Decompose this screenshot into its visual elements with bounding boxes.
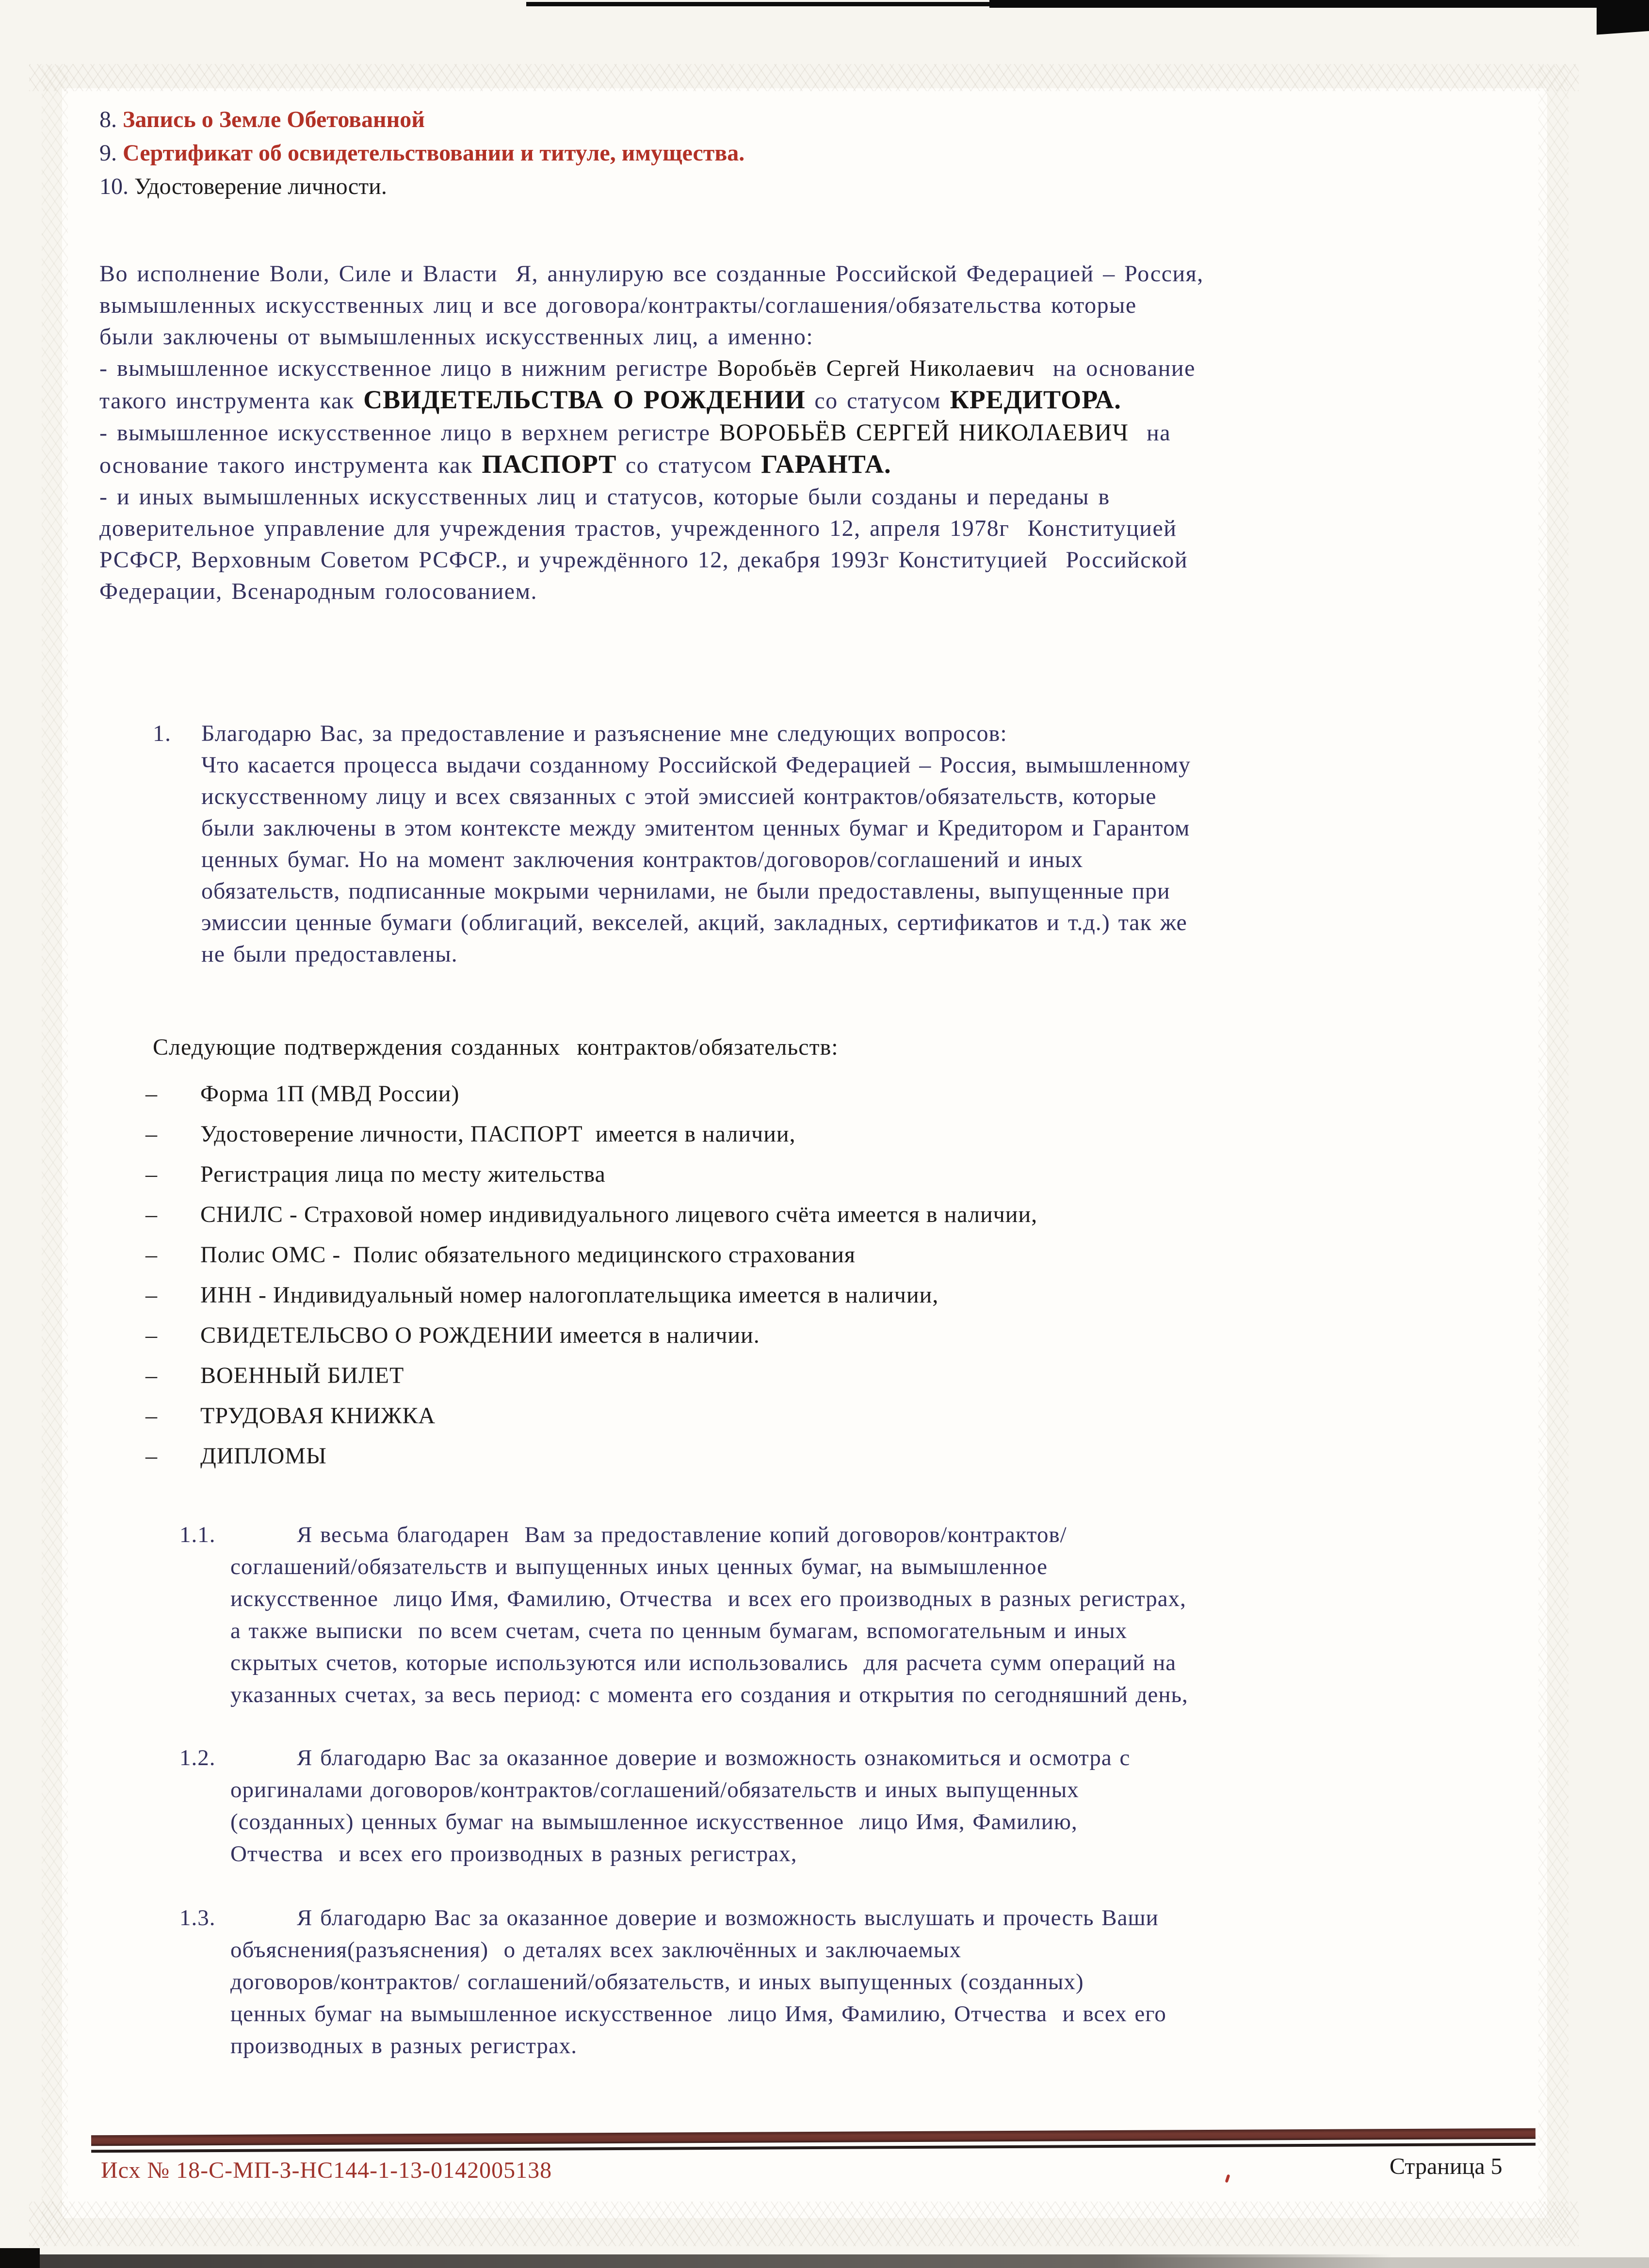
- text-segment: на: [1129, 420, 1171, 446]
- heading-item-10-text: Удостоверение личности.: [134, 174, 387, 199]
- text-line: ценных бумаг. Но на момент заключения контрактов/договоров/соглашений и иных: [201, 847, 1083, 872]
- heading-item-9-text: Сертификат об освидетельствовании и титуле, имущества.: [123, 140, 745, 166]
- text-line: искусственному лицу и всех связанных с этой эмиссией контрактов/обязательств, которые: [201, 784, 1157, 809]
- person-name: Воробьёв Сергей Николаевич: [717, 355, 1035, 381]
- text-line: Что касается процесса выдачи созданному Российской Федерацией – Россия, вымышленному: [201, 752, 1191, 778]
- list-item-text: СНИЛС - Страховой номер индивидуального лицевого счёта имеется в наличии,: [200, 1202, 1038, 1227]
- dash-bullet: –: [146, 1242, 158, 1268]
- list-item: [146, 1355, 1037, 1396]
- list-item-text: ТРУДОВАЯ КНИЖКА: [200, 1403, 436, 1429]
- list-item-text: Удостоверение личности, ПАСПОРТ имеется в наличии,: [200, 1121, 796, 1147]
- text-line: вымышленных искусственных лиц и все договора/контракты/соглашения/обязательства которые: [99, 292, 1137, 318]
- scanner-artifact-bottom-dark: [0, 2254, 1392, 2268]
- sub-item-1-2: [179, 1742, 1586, 1870]
- list-item-text: ДИПЛОМЫ: [200, 1443, 327, 1469]
- text-line: не были предоставлены.: [201, 941, 458, 967]
- text-line: обязательств, подписанные мокрыми чернилами, не были предоставлены, выпущенные при: [201, 878, 1170, 904]
- paragraph-lines: [99, 481, 1554, 607]
- numbered-item-1: [153, 718, 1559, 970]
- text-line: - и иных вымышленных искусственных лиц и статусов, которые были созданы и переданы в: [99, 484, 1110, 510]
- item-number: 1.2.: [179, 1745, 216, 1770]
- paragraph-line-mixed: [99, 449, 1554, 481]
- text-segment: - вымышленное искусственное лицо в верхнем регистре: [99, 420, 720, 446]
- dash-bullet: –: [146, 1081, 158, 1107]
- text-line: производных в разных регистрах.: [230, 2033, 578, 2059]
- scan-texture-left: [42, 65, 68, 2238]
- sub-item-1-1-lines: [230, 1519, 1586, 1711]
- paragraph-line-mixed: [99, 384, 1554, 417]
- list-item: [146, 1235, 1037, 1275]
- annulment-paragraph: [99, 258, 1554, 607]
- text-line: ценных бумаг на вымышленное искусственное лицо Имя, Фамилию, Отчества и всех его: [230, 2001, 1166, 2027]
- item-number: 10.: [99, 174, 129, 199]
- heading-item-10: [99, 170, 744, 203]
- dash-bullet: –: [146, 1322, 158, 1348]
- text-segment: - вымышленное искусственное лицо в нижним регистре: [99, 355, 717, 381]
- text-line: оригиналами договоров/контрактов/соглашений/обязательств и иных выпущенных: [230, 1777, 1079, 1802]
- scanner-artifact-top-right-corner: [1597, 0, 1649, 35]
- list-item: [146, 1154, 1037, 1194]
- list-item-text: Регистрация лица по месту жительства: [200, 1161, 606, 1187]
- heading-item-9: [99, 136, 744, 170]
- text-segment: со статусом: [616, 452, 761, 478]
- dash-bullet: –: [146, 1363, 158, 1388]
- paragraph-lines: [99, 258, 1554, 353]
- list-item-text: ВОЕННЫЙ БИЛЕТ: [200, 1363, 404, 1388]
- text-segment: со статусом: [805, 388, 950, 414]
- list-item: [146, 1114, 1037, 1154]
- page-number: Страница 5: [1390, 2154, 1503, 2179]
- list-item: [146, 1074, 1037, 1114]
- list-item-text: ИНН - Индивидуальный номер налогоплательщика имеется в наличии,: [200, 1282, 939, 1308]
- heading-item-8-text: Запись о Земле Обетованной: [123, 107, 425, 132]
- dash-bullet: –: [146, 1202, 158, 1227]
- paragraph-line-mixed: [99, 353, 1554, 384]
- scanner-artifact-bottom-left-corner: [0, 2248, 40, 2268]
- document-name-caps: ПАСПОРТ: [482, 450, 617, 479]
- text-line: а также выписки по всем счетам, счета по ценным бумагам, вспомогательным и иных: [230, 1618, 1128, 1643]
- list-item: [146, 1275, 1037, 1315]
- item-number: 1.: [153, 721, 171, 746]
- item-number: 1.3.: [179, 1905, 216, 1930]
- text-line: объяснения(разъяснения) о деталях всех заключённых и заключаемых: [230, 1937, 961, 1962]
- item-number: 1.1.: [179, 1522, 216, 1547]
- text-segment: основание такого инструмента как: [99, 452, 482, 478]
- list-item: [146, 1315, 1037, 1355]
- sub-item-1-3-lines: [230, 1902, 1586, 2062]
- text-line: были заключены в этом контексте между эмитентом ценных бумаг и Кредитором и Гарантом: [201, 815, 1190, 841]
- text-line: Отчества и всех его производных в разных регистрах,: [230, 1841, 797, 1866]
- text-line: Я благодарю Вас за оказанное доверие и возможность выслушать и прочесть Ваши: [297, 1905, 1159, 1930]
- list-item: [146, 1396, 1037, 1436]
- text-line: Благодарю Вас, за предоставление и разъяснение мне следующих вопросов:: [201, 721, 1007, 746]
- dash-bullet: –: [146, 1161, 158, 1187]
- dash-bullet: –: [146, 1403, 158, 1429]
- text-line: соглашений/обязательств и выпущенных иных ценных бумаг, на вымышленное: [230, 1554, 1048, 1579]
- text-line: были заключены от вымышленных искусственных лиц, а именно:: [99, 324, 814, 350]
- text-line: Я благодарю Вас за оказанное доверие и возможность ознакомиться и осмотра с: [297, 1745, 1131, 1770]
- scan-texture-top: [29, 64, 1579, 91]
- scanner-artifact-top-bar-thick: [989, 0, 1649, 8]
- text-line: доверительное управление для учреждения трастов, учрежденного 12, апреля 1978г Конституцией: [99, 515, 1177, 541]
- heading-item-8: [99, 103, 744, 136]
- text-line: скрытых счетов, которые используются или использовались для расчета сумм операций на: [230, 1650, 1177, 1675]
- item-number: 8.: [99, 107, 117, 132]
- list-item: [146, 1436, 1037, 1476]
- text-line: Федерации, Всенародным голосованием.: [99, 579, 537, 604]
- text-line: указанных счетах, за весь период: с момента его создания и открытия по сегодняшний день,: [230, 1682, 1188, 1707]
- sub-item-1-2-lines: [230, 1742, 1586, 1870]
- documents-dash-list: [146, 1074, 1037, 1476]
- text-line: (созданных) ценных бумаг на вымышленное искусственное лицо Имя, Фамилию,: [230, 1809, 1078, 1834]
- text-line: Во исполнение Воли, Силе и Власти Я, аннулирую все созданные Российской Федерацией – Россия,: [99, 261, 1204, 287]
- text-line: договоров/контрактов/ соглашений/обязательств, и иных выпущенных (созданных): [230, 1969, 1084, 1995]
- scan-texture-bottom: [29, 2202, 1579, 2246]
- list-item: [146, 1194, 1037, 1235]
- item-1-lines: [201, 718, 1559, 970]
- text-line: Я весьма благодарен Вам за предоставление копий договоров/контрактов/: [297, 1522, 1067, 1547]
- paragraph-line-mixed: [99, 417, 1554, 449]
- dash-bullet: –: [146, 1282, 158, 1308]
- list-item-text: Полис ОМС - Полис обязательного медицинского страхования: [200, 1242, 856, 1268]
- status-caps: ГАРАНТА.: [761, 450, 891, 479]
- item-number: 9.: [99, 140, 117, 166]
- status-caps: КРЕДИТОРА.: [950, 385, 1121, 414]
- person-name-caps: ВОРОБЬЁВ СЕРГЕЙ НИКОЛАЕВИЧ: [719, 418, 1129, 446]
- numbered-heading-list: [99, 103, 744, 203]
- sub-item-1-3: [179, 1902, 1586, 2062]
- text-segment: такого инструмента как: [99, 388, 364, 414]
- dash-bullet: –: [146, 1443, 158, 1469]
- list-item-text: Форма 1П (МВД России): [200, 1081, 460, 1107]
- dash-bullet: –: [146, 1121, 158, 1147]
- confirmations-intro: Следующие подтверждения созданных контрактов/обязательств:: [153, 1034, 839, 1060]
- text-line: эмиссии ценные бумаги (облигаций, векселей, акций, закладных, сертификатов и т.д.) так же: [201, 910, 1187, 935]
- text-line: РСФСР, Верховным Советом РСФСР., и учреждённого 12, декабря 1993г Конституцией Российской: [99, 547, 1188, 573]
- text-line: искусственное лицо Имя, Фамилию, Отчества и всех его производных в разных регистрах,: [230, 1586, 1186, 1611]
- list-item-text: СВИДЕТЕЛЬСВО О РОЖДЕНИИ имеется в наличии.: [200, 1322, 760, 1348]
- sub-item-1-1: [179, 1519, 1586, 1711]
- text-segment: на основание: [1035, 355, 1196, 381]
- footer-reference-number: Исх № 18-С-МП-З-НС144-1-13-0142005138: [101, 2157, 552, 2183]
- document-name-caps: СВИДЕТЕЛЬСТВА О РОЖДЕНИИ: [363, 385, 806, 414]
